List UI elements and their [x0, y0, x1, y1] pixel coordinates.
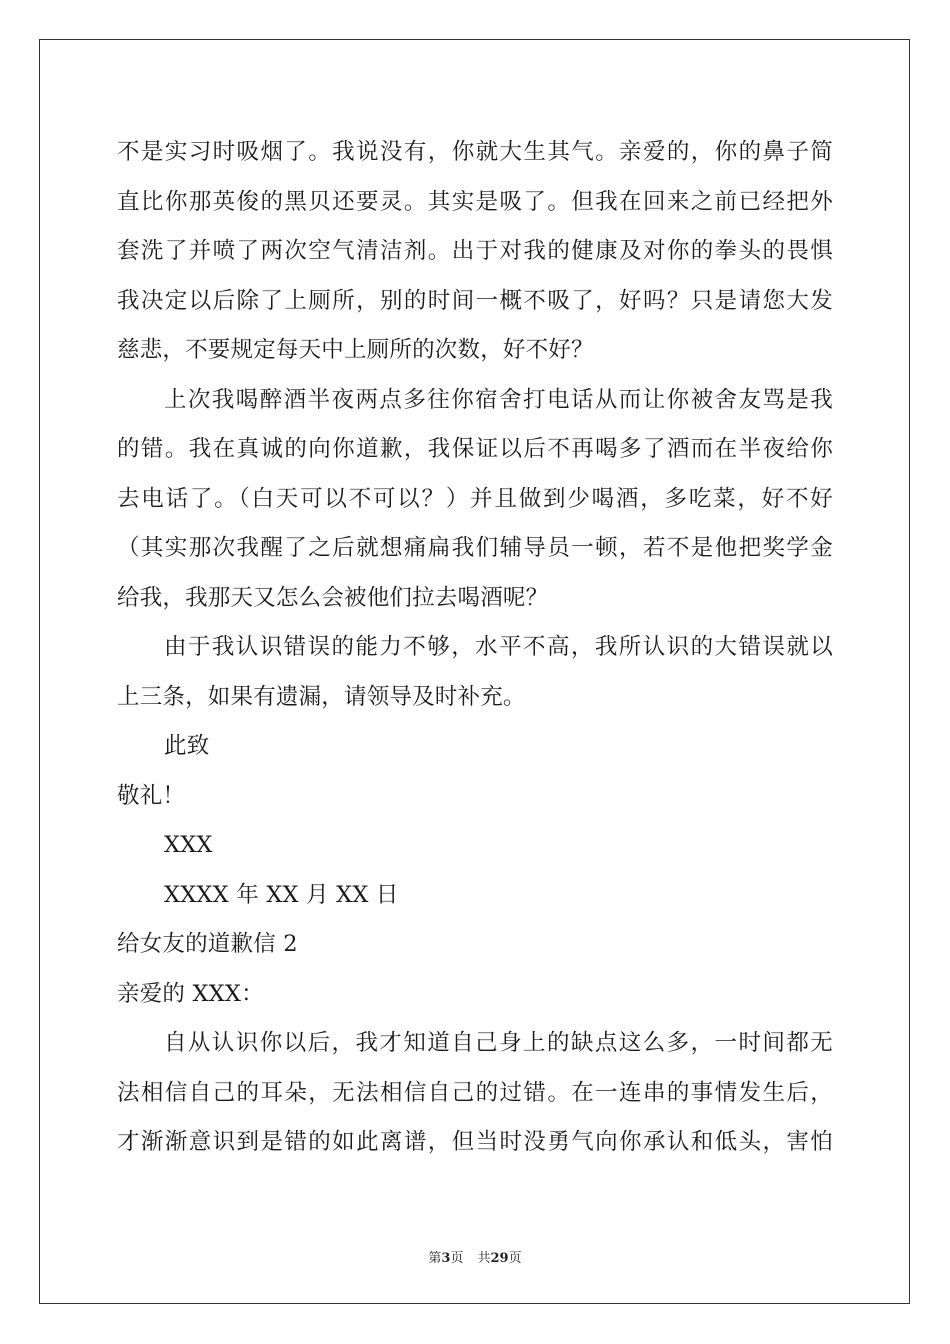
greeting: 亲爱的 XXX：	[117, 980, 264, 1007]
body-line: 的错。我在真诚的向你道歉，我保证以后不再喝多了酒而在半夜给你	[117, 436, 833, 462]
document-body	[117, 128, 833, 1168]
total-prefix: 共	[477, 1251, 491, 1266]
total-page-count: 29	[490, 1251, 509, 1266]
body-line: 上次我喝醉酒半夜两点多往你宿舍打电话从而让你被舍友骂是我	[164, 386, 833, 413]
body-line: 慈悲，不要规定每天中上厕所的次数，好不好？	[117, 337, 594, 363]
closing-salutation: 此致	[164, 733, 210, 759]
total-suffix: 页	[508, 1251, 522, 1266]
page-prefix: 第	[428, 1251, 442, 1266]
body-line: 不是实习时吸烟了。我说没有，你就大生其气。亲爱的，你的鼻子简	[117, 139, 833, 165]
body-line: 才渐渐意识到是错的如此离谱，但当时没勇气向你承认和低头，害怕	[117, 1129, 833, 1155]
body-line: 给我，我那天又怎么会被他们拉去喝酒呢？	[117, 584, 549, 611]
body-line: 上三条，如果有遗漏，请领导及时补充。	[117, 683, 526, 710]
signature: XXX	[164, 832, 213, 858]
date-line: XXXX 年 XX 月 XX 日	[164, 881, 399, 908]
body-line: 直比你那英俊的黑贝还要灵。其实是吸了。但我在回来之前已经把外	[117, 188, 833, 215]
body-line: 自从认识你以后，我才知道自己身上的缺点这么多，一时间都无	[164, 1030, 833, 1056]
body-line: 我决定以后除了上厕所，别的时间一概不吸了，好吗？只是请您大发	[117, 287, 833, 314]
closing-regards: 敬礼！	[117, 782, 186, 809]
page-footer	[0, 1247, 950, 1266]
body-line: 套洗了并喷了两次空气清洁剂。出于对我的健康及对你的拳头的畏惧	[117, 238, 833, 264]
body-line: 由于我认识错误的能力不够，水平不高，我所认识的大错误就以	[164, 634, 833, 660]
section-title: 给女友的道歉信 2	[117, 931, 298, 957]
current-page-number: 3	[441, 1251, 451, 1266]
body-line: 法相信自己的耳朵，无法相信自己的过错。在一连串的事情发生后，	[117, 1079, 833, 1106]
page-suffix: 页	[450, 1251, 464, 1266]
body-line: 去电话了。（白天可以不可以？）并且做到少喝酒，多吃菜，好不好	[117, 485, 833, 512]
body-line: （其实那次我醒了之后就想痛扁我们辅导员一顿，若不是他把奖学金	[117, 535, 833, 561]
